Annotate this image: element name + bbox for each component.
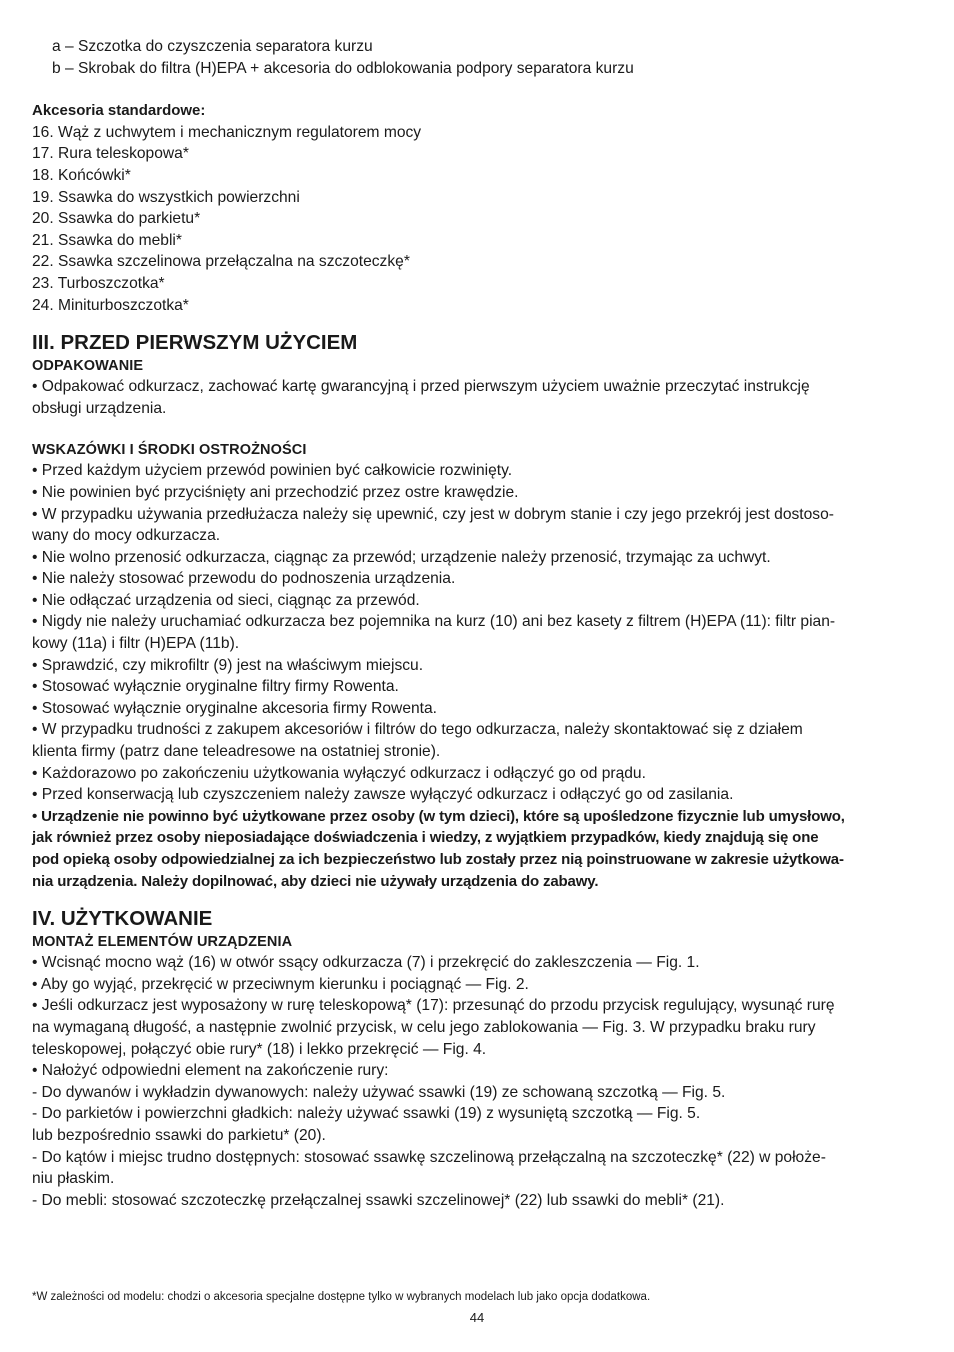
safety-line: • Nie wolno przenosić odkurzacza, ciągnąc za przewód; urządzenie należy przenosić, trzymając za uchwyt. bbox=[32, 548, 771, 566]
assembly-line: niu płaskim. bbox=[32, 1170, 115, 1188]
warning-line: nia urządzenia. Należy dopilnować, aby dzieci nie używały urządzenia do zabawy. bbox=[32, 872, 599, 890]
accessory-item: 23. Turboszczotka* bbox=[32, 274, 165, 292]
safety-line: • W przypadku trudności z zakupem akcesoriów i filtrów do tego odkurzacza, należy skontaktować się z działem bbox=[32, 721, 803, 739]
accessory-item: 17. Rura teleskopowa* bbox=[32, 145, 189, 163]
unpacking-title: ODPAKOWANIE bbox=[32, 358, 144, 375]
section-4 bbox=[32, 906, 924, 1211]
warning-line: jak również przez osoby nieposiadające doświadczenia i wiedzy, z wyjątkiem przypadków, kiedy znajdują się one bbox=[32, 829, 819, 847]
warning-line: pod opieką osoby odpowiedzialnej za ich bezpieczeństwo lub zostały przez nią poinstruowane w zakresie użytkowa- bbox=[32, 851, 844, 868]
top-item-b: b – Skrobak do filtra (H)EPA + akcesoria do odblokowania podpory separatora kurzu bbox=[52, 59, 634, 77]
assembly-line: - Do kątów i miejsc trudno dostępnych: stosować ssawkę szczelinową przełączalną na szczoteczkę* (22) w położe- bbox=[32, 1148, 826, 1166]
assembly-line: - Do mebli: stosować szczoteczkę przełączalnej ssawki szczelinowej* (22) lub ssawki do mebli* (21). bbox=[32, 1191, 725, 1209]
safety-line: • Nie odłączać urządzenia od sieci, ciągnąc za przewód. bbox=[32, 591, 420, 609]
assembly-line: • Wcisnąć mocno wąż (16) w otwór ssący odkurzacza (7) i przekręcić do zakleszczenia — Fig. 1. bbox=[32, 954, 700, 972]
safety-line: • Przed każdym użyciem przewód powinien być całkowicie rozwinięty. bbox=[32, 462, 513, 480]
safety-line: • Każdorazowo po zakończeniu użytkowania wyłączyć odkurzacz i odłączyć go od prądu. bbox=[32, 764, 646, 782]
safety-line: • Nie powinien być przyciśnięty ani przechodzić przez ostre krawędzie. bbox=[32, 483, 519, 501]
safety-line: • Stosować wyłącznie oryginalne akcesoria firmy Rowenta. bbox=[32, 699, 438, 717]
page-number: 44 bbox=[469, 1310, 485, 1325]
accessory-item: 22. Ssawka szczelinowa przełączalna na szczoteczkę* bbox=[32, 253, 410, 271]
assembly-line: - Do dywanów i wykładzin dywanowych: należy używać ssawki (19) ze schowaną szczotką — Fig. 5. bbox=[32, 1083, 726, 1101]
safety-title: WSKAZÓWKI I ŚRODKI OSTROŻNOŚCI bbox=[32, 442, 307, 459]
unpacking-line: • Odpakować odkurzacz, zachować kartę gwarancyjną i przed pierwszym użyciem uważnie przeczytać instrukcję bbox=[32, 378, 810, 396]
assembly-line: - Do parkietów i powierzchni gładkich: należy używać ssawki (19) z wysuniętą szczotką — Fig. 5. bbox=[32, 1105, 701, 1123]
section-3-title: III. PRZED PIERWSZYM UŻYCIEM bbox=[32, 331, 358, 355]
top-item-a: a – Szczotka do czyszczenia separatora kurzu bbox=[52, 38, 373, 55]
assembly-line: lub bezpośrednio ssawki do parkietu* (20). bbox=[32, 1126, 326, 1144]
accessory-item: 21. Ssawka do mebli* bbox=[32, 231, 182, 249]
accessory-item: 19. Ssawka do wszystkich powierzchni bbox=[32, 188, 300, 206]
standard-accessories-title: Akcesoria standardowe: bbox=[32, 102, 206, 120]
accessory-item: 24. Miniturboszczotka* bbox=[32, 296, 189, 314]
safety-line: • Nie należy stosować przewodu do podnoszenia urządzenia. bbox=[32, 570, 456, 588]
safety-line: • Nigdy nie należy uruchamiać odkurzacza bez pojemnika na kurz (10) ani bez kasety z filtrem (H)EPA (11): filtr pian- bbox=[32, 613, 836, 631]
safety-line: • Sprawdzić, czy mikrofiltr (9) jest na właściwym miejscu. bbox=[32, 656, 424, 674]
safety-line: wany do mocy odkurzacza. bbox=[32, 527, 221, 545]
safety-line: • Stosować wyłącznie oryginalne filtry firmy Rowenta. bbox=[32, 678, 399, 696]
unpacking-line: obsługi urządzenia. bbox=[32, 399, 167, 417]
safety-line: • W przypadku używania przedłużacza należy się upewnić, czy jest w dobrym stanie i czy jego przekrój jest dostoso- bbox=[32, 505, 834, 523]
assembly-line: • Jeśli odkurzacz jest wyposażony w rurę teleskopową* (17): przesunąć do przodu przycisk regulujący, wysunąć rurę bbox=[32, 997, 835, 1015]
safety-line: klienta firmy (patrz dane teleadresowe na ostatniej stronie). bbox=[32, 743, 441, 761]
warning-line: • Urządzenie nie powinno być użytkowane przez osoby (w tym dzieci), które są upośledzone fizycznie lub umysłowo, bbox=[32, 807, 845, 825]
standard-accessories bbox=[32, 100, 924, 316]
assembly-line: • Nałożyć odpowiedni element na zakończenie rury: bbox=[32, 1062, 389, 1080]
document-page bbox=[32, 36, 924, 1211]
safety-line: • Przed konserwacją lub czyszczeniem należy zawsze wyłączyć odkurzacz i odłączyć go od zasilania. bbox=[32, 786, 734, 804]
section-3 bbox=[32, 330, 924, 892]
safety-line: kowy (11a) i filtr (H)EPA (11b). bbox=[32, 635, 240, 653]
footnote: *W zależności od modelu: chodzi o akcesoria specjalne dostępne tylko w wybranych modelach lub jako opcja dodatkowa. bbox=[32, 1291, 651, 1303]
accessory-item: 16. Wąż z uchwytem i mechanicznym regulatorem mocy bbox=[32, 123, 422, 141]
top-items bbox=[32, 36, 924, 79]
accessory-item: 18. Końcówki* bbox=[32, 166, 131, 184]
assembly-line: • Aby go wyjąć, przekręcić w przeciwnym kierunku i pociągnąć — Fig. 2. bbox=[32, 975, 529, 993]
accessory-item: 20. Ssawka do parkietu* bbox=[32, 210, 201, 228]
assembly-line: na wymaganą długość, a następnie zwolnić przycisk, w celu jego zablokowania — Fig. 3. W przypadku braku rury bbox=[32, 1018, 816, 1036]
assembly-line: teleskopowej, połączyć obie rury* (18) i lekko przekręcić — Fig. 4. bbox=[32, 1040, 487, 1058]
assembly-title: MONTAŻ ELEMENTÓW URZĄDZENIA bbox=[32, 934, 293, 951]
section-4-title: IV. UŻYTKOWANIE bbox=[32, 907, 213, 931]
